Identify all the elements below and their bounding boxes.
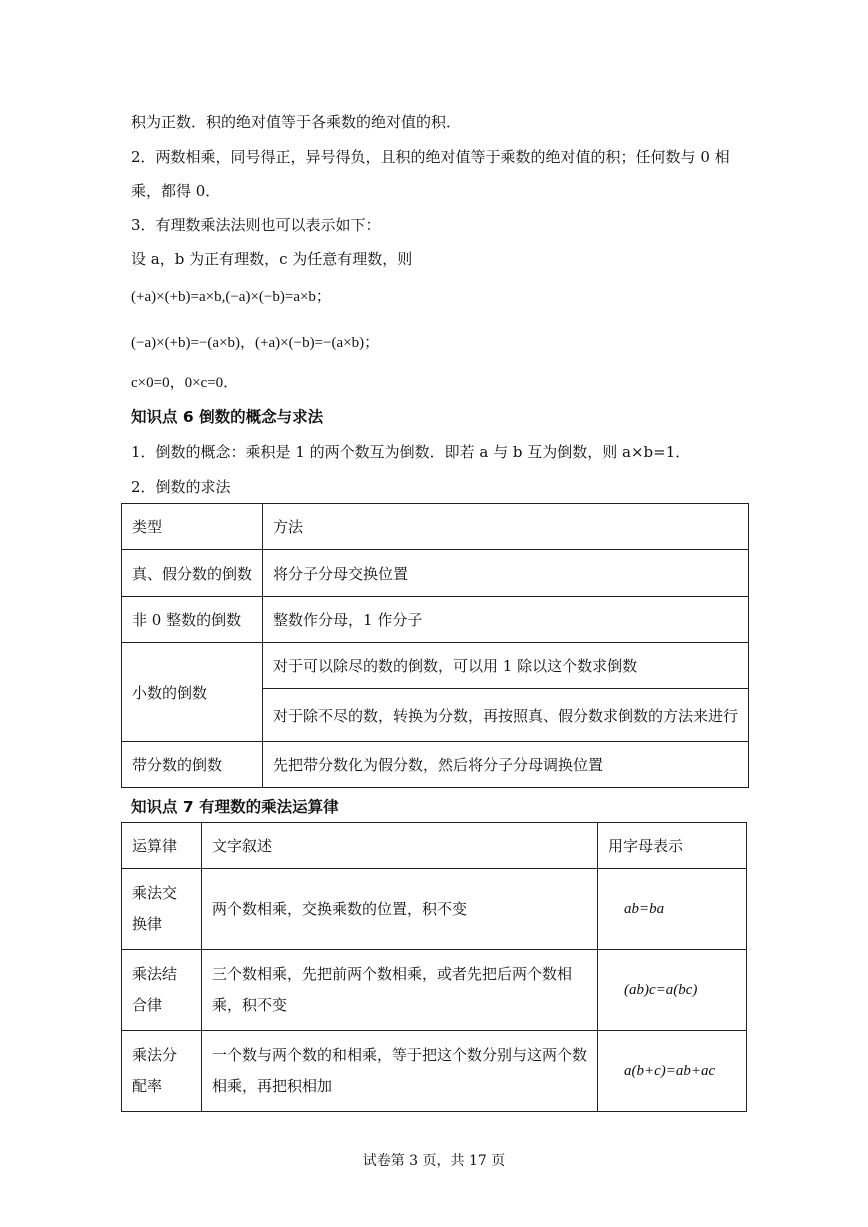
formula-line: (+a)×(+b)=a×b,(−a)×(−b)=a×b；: [131, 289, 331, 305]
table-cell: 对于除不尽的数，转换为分数，再按照真、假分数求倒数的方法来进行: [263, 689, 749, 742]
table-header-cell: 文字叙述: [202, 823, 598, 869]
section-heading: 知识点 7 有理数的乘法运算律: [131, 798, 339, 816]
law-text-cell: 三个数相乘，先把前两个数相乘，或者先把后两个数相乘，积不变: [202, 950, 598, 1031]
law-formula-cell: a(b+c)=ab+ac: [598, 1031, 747, 1112]
table-row: [122, 550, 749, 597]
table-header-row: [122, 823, 747, 869]
table-cell: 将分子分母交换位置: [263, 550, 749, 597]
table-cell: 真、假分数的倒数: [122, 550, 263, 597]
body-line: 乘，都得 0．: [131, 182, 221, 200]
table-row: [122, 869, 747, 950]
table-cell: 非 0 整数的倒数: [122, 597, 263, 643]
table-row: [122, 1031, 747, 1112]
table-row: [122, 643, 749, 689]
law-name-cell: 乘法结合律: [122, 950, 202, 1031]
law-formula-cell: (ab)c=a(bc): [598, 950, 747, 1031]
table-row: [122, 597, 749, 643]
multiplication-laws-table: [121, 822, 747, 1112]
table-cell: 整数作分母，1 作分子: [263, 597, 749, 643]
table-header-cell: 类型: [122, 504, 263, 550]
table-cell: 先把带分数化为假分数，然后将分子分母调换位置: [263, 742, 749, 788]
law-name-cell: 乘法交换律: [122, 869, 202, 950]
law-text-cell: 两个数相乘，交换乘数的位置，积不变: [202, 869, 598, 950]
table-row: [122, 950, 747, 1031]
body-line: 积为正数．积的绝对值等于各乘数的绝对值的积．: [131, 113, 462, 131]
formula-line: c×0=0，0×c=0．: [131, 375, 239, 391]
reciprocal-table: [121, 503, 749, 788]
body-line: 设 a，b 为正有理数，c 为任意有理数，则: [131, 250, 413, 268]
table-header-cell: 用字母表示: [598, 823, 747, 869]
body-line: 2．两数相乘，同号得正，异号得负，且积的绝对值等于乘数的绝对值的积；任何数与 0 相: [131, 148, 730, 166]
table-header-cell: 方法: [263, 504, 749, 550]
law-formula-cell: ab=ba: [598, 869, 747, 950]
body-line: 3．有理数乘法法则也可以表示如下：: [131, 216, 381, 234]
table-cell: 带分数的倒数: [122, 742, 263, 788]
page-footer: 试卷第 3 页，共 17 页: [362, 1153, 506, 1169]
law-name-cell: 乘法分配率: [122, 1031, 202, 1112]
law-text-cell: 一个数与两个数的和相乘，等于把这个数分别与这两个数相乘，再把积相加: [202, 1031, 598, 1112]
body-line: 1．倒数的概念：乘积是 1 的两个数互为倒数．即若 a 与 b 互为倒数，则 a×b=1．: [131, 443, 691, 461]
table-row: [122, 742, 749, 788]
table-cell: 小数的倒数: [122, 643, 263, 742]
body-line: 2．倒数的求法: [131, 478, 231, 496]
formula-line: (−a)×(+b)=−(a×b)，(+a)×(−b)=−(a×b)；: [131, 335, 380, 351]
table-header-cell: 运算律: [122, 823, 202, 869]
table-header-row: [122, 504, 749, 550]
table-cell: 对于可以除尽的数的倒数，可以用 1 除以这个数求倒数: [263, 643, 749, 689]
section-heading: 知识点 6 倒数的概念与求法: [131, 408, 324, 426]
